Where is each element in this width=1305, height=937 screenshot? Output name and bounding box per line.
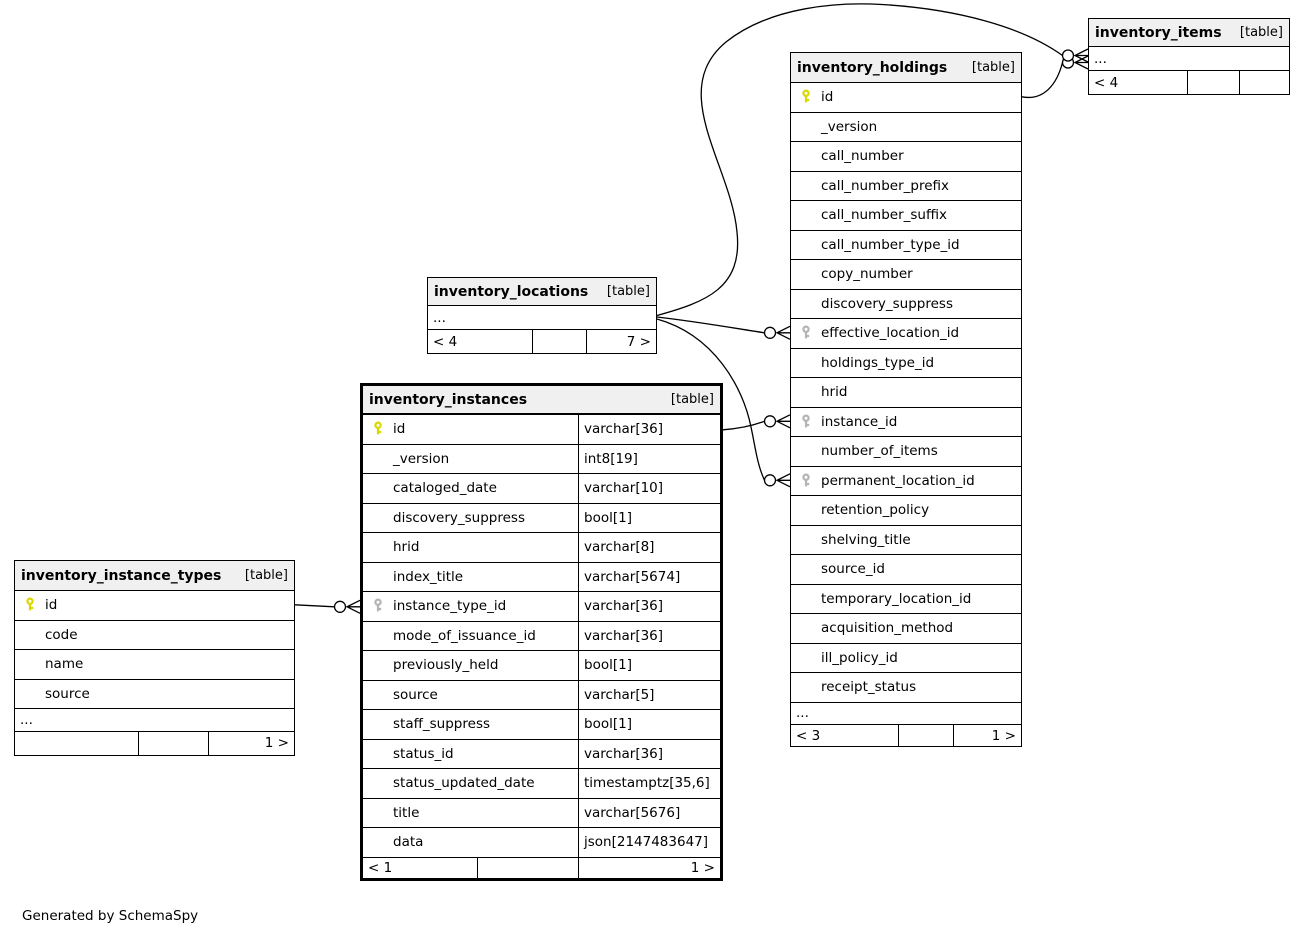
relationship-count-footer [791, 725, 1021, 746]
column-row-effective_location_id [791, 319, 1021, 349]
crows-foot-icon [777, 326, 790, 339]
table-name[interactable]: inventory_items [1095, 24, 1222, 41]
column-name: status_id [393, 745, 454, 762]
foreign-key-icon [800, 414, 812, 430]
table-name[interactable]: inventory_holdings [797, 59, 948, 76]
column-name: source [45, 685, 90, 702]
column-name: previously_held [393, 657, 499, 674]
table-header[interactable] [15, 561, 294, 591]
column-row-temporary_location_id [791, 585, 1021, 615]
column-row-instance_id [791, 408, 1021, 438]
incoming-relations-count: < 1 [368, 859, 393, 876]
generated-by-note: Generated by SchemaSpy [22, 908, 199, 924]
column-name: ... [796, 705, 809, 722]
hidden-columns-row [428, 306, 656, 330]
primary-key-icon [372, 421, 384, 437]
table-tag: [table] [244, 568, 288, 583]
column-name: hrid [821, 384, 848, 401]
column-name: holdings_type_id [821, 354, 935, 371]
column-type: bool[1] [578, 504, 720, 533]
column-name: id [393, 421, 406, 438]
column-row-instance_type_id [363, 592, 720, 622]
column-row-number_of_items [791, 437, 1021, 467]
column-name: ... [433, 309, 446, 326]
fk-edge-instances-instance-type-to-instance-types-id [295, 600, 360, 613]
zero-marker-icon [765, 416, 776, 427]
table-header[interactable] [1089, 19, 1289, 47]
crows-foot-icon [777, 415, 790, 428]
incoming-relations-count: < 4 [433, 333, 458, 350]
fk-edge-items-to-holdings-id [1022, 56, 1088, 97]
column-name: mode_of_issuance_id [393, 627, 536, 644]
column-name: data [393, 834, 424, 851]
relationship-count-footer [1089, 71, 1289, 94]
crows-foot-icon [1075, 49, 1088, 62]
column-name: ill_policy_id [821, 649, 898, 666]
column-type: varchar[36] [578, 622, 720, 651]
column-row-staff_suppress [363, 710, 720, 740]
column-row-call_number_type_id [791, 231, 1021, 261]
column-row-mode_of_issuance_id [363, 622, 720, 652]
column-row-data [363, 828, 720, 858]
column-type: bool[1] [578, 710, 720, 739]
column-row-status_id [363, 740, 720, 770]
column-row-_version [363, 445, 720, 475]
crows-foot-icon [347, 600, 360, 613]
column-name: source [393, 686, 438, 703]
fk-edge-holdings-effective-location-to-locations [657, 317, 790, 339]
column-type: varchar[36] [578, 592, 720, 621]
column-row-call_number_prefix [791, 172, 1021, 202]
zero-marker-icon [335, 601, 346, 612]
table-tag: [table] [971, 60, 1015, 75]
outgoing-relations-count: 1 > [208, 732, 294, 755]
column-name: id [45, 597, 58, 614]
column-name: _version [821, 118, 878, 135]
footer-spacer-cell [138, 732, 208, 755]
table-tag: [table] [670, 392, 714, 407]
foreign-key-icon [372, 598, 384, 614]
column-name: permanent_location_id [821, 472, 975, 489]
column-name: source_id [821, 561, 885, 578]
incoming-relations-count: < 3 [796, 727, 821, 744]
column-type: json[2147483647] [578, 828, 720, 857]
column-name: hrid [393, 539, 420, 556]
column-row-name [15, 650, 294, 680]
zero-marker-icon [1063, 50, 1074, 61]
column-name: instance_type_id [393, 598, 507, 615]
column-name: index_title [393, 568, 464, 585]
column-name: staff_suppress [393, 716, 491, 733]
footer-spacer-cell [532, 330, 586, 353]
column-row-permanent_location_id [791, 467, 1021, 497]
column-row-cataloged_date [363, 474, 720, 504]
hidden-columns-row [791, 703, 1021, 726]
column-name: call_number_prefix [821, 177, 950, 194]
column-type: int8[19] [578, 445, 720, 474]
column-row-call_number [791, 142, 1021, 172]
column-row-discovery_suppress [363, 504, 720, 534]
fk-edge-holdings-instance-id-to-instances-id [723, 415, 790, 430]
table-name[interactable]: inventory_instances [369, 391, 528, 408]
table-inventory_instance_types[interactable] [14, 560, 295, 756]
relationship-count-footer [15, 732, 294, 755]
column-row-hrid [791, 378, 1021, 408]
column-row-acquisition_method [791, 614, 1021, 644]
column-row-source [363, 681, 720, 711]
column-row-index_title [363, 563, 720, 593]
crows-foot-icon [1075, 56, 1088, 69]
primary-key-icon [24, 597, 36, 613]
column-row-id [791, 83, 1021, 113]
column-name: call_number_type_id [821, 236, 960, 253]
column-row-discovery_suppress [791, 290, 1021, 320]
column-row-retention_policy [791, 496, 1021, 526]
column-type: timestamptz[35,6] [578, 769, 720, 798]
column-name: effective_location_id [821, 325, 960, 342]
column-row-status_updated_date [363, 769, 720, 799]
column-name: discovery_suppress [821, 295, 953, 312]
column-row-id [363, 415, 720, 445]
column-name: ... [20, 711, 33, 728]
primary-key-icon [800, 89, 812, 105]
column-type: varchar[8] [578, 533, 720, 562]
column-row-source_id [791, 555, 1021, 585]
column-row-holdings_type_id [791, 349, 1021, 379]
footer-spacer-cell [898, 725, 953, 746]
column-type: varchar[10] [578, 474, 720, 503]
column-name: receipt_status [821, 679, 917, 696]
column-name: code [45, 626, 78, 643]
column-type: varchar[5674] [578, 563, 720, 592]
relationship-count-footer [428, 330, 656, 353]
table-header[interactable] [791, 53, 1021, 83]
outgoing-relations-count: 7 > [586, 330, 656, 353]
column-name: temporary_location_id [821, 590, 972, 607]
column-name: copy_number [821, 266, 913, 283]
column-type: varchar[5] [578, 681, 720, 710]
table-inventory_holdings[interactable] [790, 52, 1022, 747]
column-row-receipt_status [791, 673, 1021, 703]
column-name: status_updated_date [393, 775, 535, 792]
incoming-relations-count: < 4 [1094, 74, 1119, 91]
column-name: ... [1094, 50, 1107, 67]
column-row-hrid [363, 533, 720, 563]
column-name: name [45, 656, 84, 673]
column-name: retention_policy [821, 502, 930, 519]
hidden-columns-row [1089, 47, 1289, 71]
zero-marker-icon [765, 327, 776, 338]
foreign-key-icon [800, 473, 812, 489]
column-row-ill_policy_id [791, 644, 1021, 674]
column-name: _version [393, 450, 450, 467]
table-inventory_locations[interactable] [427, 277, 657, 354]
column-type: varchar[36] [578, 740, 720, 769]
column-type: varchar[5676] [578, 799, 720, 828]
column-row-code [15, 621, 294, 651]
table-tag: [table] [1239, 25, 1283, 40]
column-row-title [363, 799, 720, 829]
column-name: call_number [821, 148, 904, 165]
table-inventory_items[interactable] [1088, 18, 1290, 95]
column-row-shelving_title [791, 526, 1021, 556]
column-name: id [821, 89, 834, 106]
column-name: cataloged_date [393, 480, 497, 497]
column-row-previously_held [363, 651, 720, 681]
table-name[interactable]: inventory_locations [434, 283, 589, 300]
incoming-relations-count [15, 732, 138, 755]
column-name: title [393, 804, 420, 821]
column-row-source [15, 680, 294, 710]
column-name: number_of_items [821, 443, 938, 460]
table-inventory_instances[interactable] [360, 383, 723, 881]
column-type: bool[1] [578, 651, 720, 680]
column-row-copy_number [791, 260, 1021, 290]
column-name: instance_id [821, 413, 898, 430]
column-name: discovery_suppress [393, 509, 525, 526]
column-row-call_number_suffix [791, 201, 1021, 231]
zero-marker-icon [765, 475, 776, 486]
table-tag: [table] [606, 284, 650, 299]
hidden-columns-row [15, 709, 294, 732]
column-type: varchar[36] [578, 415, 720, 444]
footer-spacer-cell [477, 858, 578, 878]
table-header[interactable] [428, 278, 656, 306]
table-name[interactable]: inventory_instance_types [21, 567, 222, 584]
table-header[interactable] [363, 386, 720, 415]
column-name: acquisition_method [821, 620, 954, 637]
column-name: shelving_title [821, 531, 911, 548]
outgoing-relations-count: 1 > [578, 858, 720, 878]
footer-spacer-cell [1187, 71, 1239, 94]
foreign-key-icon [800, 325, 812, 341]
crows-foot-icon [777, 474, 790, 487]
column-row-id [15, 591, 294, 621]
outgoing-relations-count: 1 > [953, 725, 1021, 746]
column-row-_version [791, 113, 1021, 143]
outgoing-relations-count [1239, 71, 1289, 94]
column-name: call_number_suffix [821, 207, 948, 224]
relationship-count-footer [363, 858, 720, 878]
